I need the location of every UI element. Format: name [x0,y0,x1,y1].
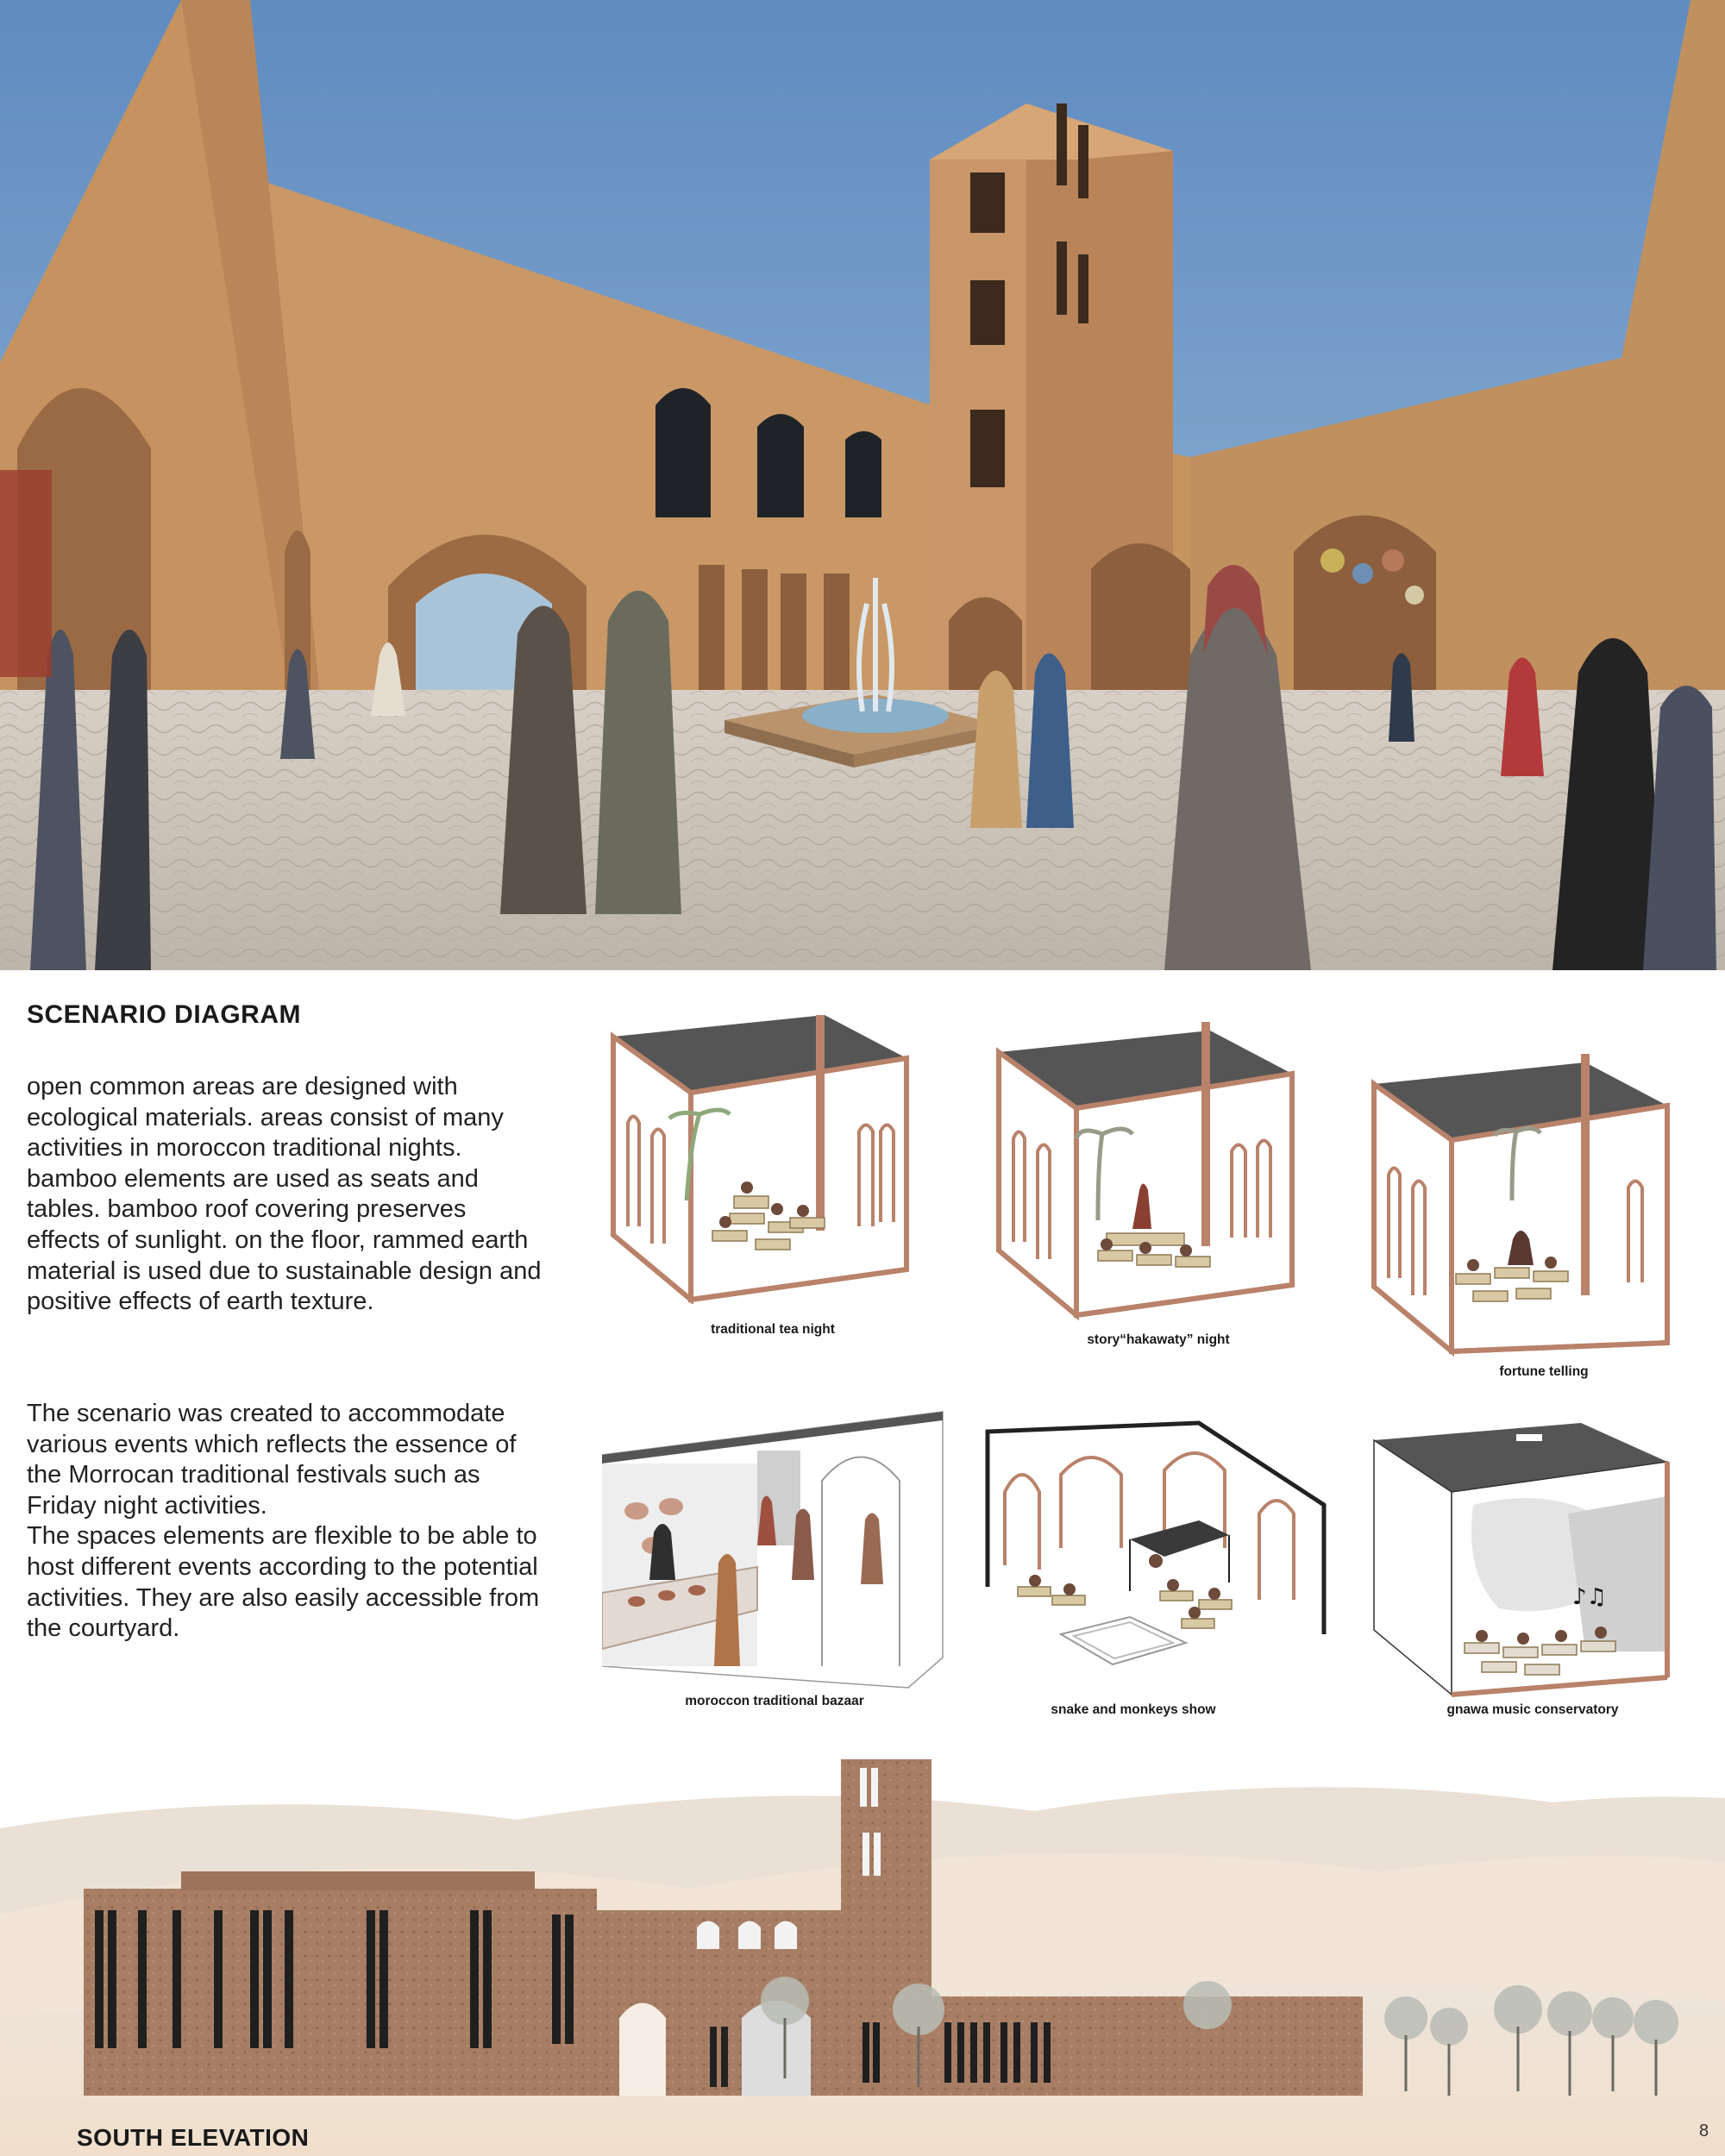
scenario-paragraph-1: open common areas are designed with ecological materials. areas consist of many activities in moroccon traditional nights. bamboo elements are used as seats and tables. bamboo roof covering preserves effects of sunlight. on the floor, rammed earth material is used due to sustainable design and positive effects of earth texture. [27,1073,542,1316]
diagram-bazaar [602,1407,947,1692]
diagram-fortune-telling [1370,1045,1672,1364]
diagram-tea-night [609,1011,911,1304]
south-elevation-drawing [0,1759,1725,2156]
elevation-title: SOUTH ELEVATION [77,2124,310,2151]
scenario-paragraph-2: The scenario was created to accommodate various events which reflects the essence of the Morrocan traditional festivals such as Friday night activities. The spaces elements are flexible to be able to host different events according to the potential activities. They are also easily accessible from the courtyard. [27,1400,540,1643]
room-isometric-illustration [983,1419,1328,1712]
diagram-gnawa-music [1370,1419,1672,1699]
elevation-illustration [0,1759,1725,2156]
room-isometric-illustration [994,1022,1296,1341]
caption-gnawa-music: gnawa music conservatory [1446,1702,1619,1717]
room-isometric-illustration [1370,1045,1672,1364]
caption-story-night: story“hakawaty” night [1087,1332,1230,1347]
courtyard-render [0,0,1725,970]
room-isometric-illustration [602,1407,947,1692]
music-notes-icon: ♪♫ [1572,1584,1607,1610]
diagram-story-night [994,1022,1296,1341]
room-isometric-illustration [1370,1419,1672,1699]
diagram-snake-monkeys-show [983,1419,1328,1712]
caption-tea-night: traditional tea night [711,1322,835,1337]
room-isometric-illustration [609,1011,911,1304]
caption-fortune-telling: fortune telling [1499,1364,1589,1379]
caption-bazaar: moroccon traditional bazaar [685,1694,864,1708]
caption-snake-monkeys-show: snake and monkeys show [1051,1702,1216,1717]
courtyard-render-illustration [0,0,1725,970]
page-number: 8 [1699,2122,1709,2140]
scenario-title: SCENARIO DIAGRAM [27,1000,302,1029]
